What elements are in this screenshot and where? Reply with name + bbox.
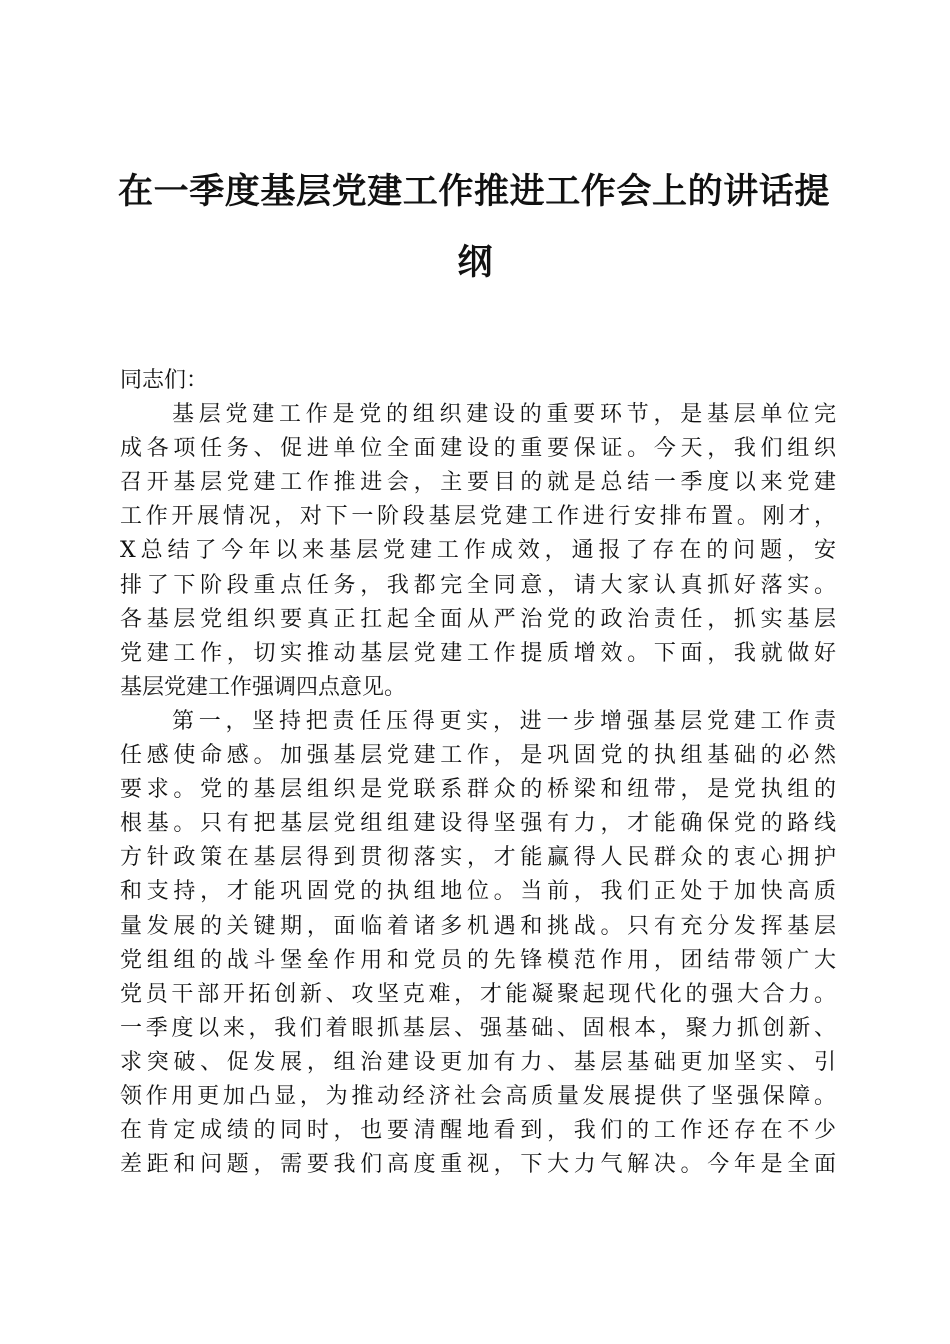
paragraph-2-line-13: 在肯定成绩的同时，也要清醒地看到，我们的工作还存在不少	[120, 1118, 836, 1144]
paragraph-2-line-12: 领作用更加凸显，为推动经济社会高质量发展提供了坚强保障。	[120, 1083, 836, 1109]
paragraph-2-line-4: 根基。只有把基层党组组建设得坚强有力，才能确保党的路线	[120, 811, 836, 837]
document-title-line-2: 纲	[457, 242, 493, 283]
paragraph-1-line-1: 基层党建工作是党的组织建设的重要环节，是基层单位完	[172, 402, 836, 428]
paragraph-1-line-4: 工作开展情况，对下一阶段基层党建工作进行安排布置。刚才，	[120, 504, 836, 530]
paragraph-1-line-5: X总结了今年以来基层党建工作成效，通报了存在的问题，安	[120, 538, 836, 564]
paragraph-2-line-7: 量发展的关键期，面临着诸多机遇和挑战。只有充分发挥基层	[120, 913, 836, 939]
paragraph-1-line-7: 各基层党组织要真正扛起全面从严治党的政治责任，抓实基层	[120, 606, 836, 632]
paragraph-2-line-8: 党组组的战斗堡垒作用和党员的先锋模范作用，团结带领广大	[120, 947, 836, 973]
paragraph-1-line-3: 召开基层党建工作推进会，主要目的就是总结一季度以来党建	[120, 470, 836, 496]
paragraph-2-line-9: 党员干部开拓创新、攻坚克难，才能凝聚起现代化的强大合力。	[120, 981, 836, 1007]
paragraph-2-line-1: 第一，坚持把责任压得更实，进一步增强基层党建工作责	[172, 708, 836, 734]
document-body	[120, 364, 836, 1182]
paragraph-1-line-8: 党建工作，切实推动基层党建工作提质增效。下面，我就做好	[120, 640, 836, 666]
paragraph-1-line-6: 排了下阶段重点任务，我都完全同意，请大家认真抓好落实。	[120, 572, 836, 598]
paragraph-2-line-10: 一季度以来，我们着眼抓基层、强基础、固根本，聚力抓创新、	[120, 1015, 836, 1041]
paragraph-2-line-14: 差距和问题，需要我们高度重视，下大力气解决。今年是全面	[120, 1152, 836, 1178]
paragraph-2-line-6: 和支持，才能巩固党的执组地位。当前，我们正处于加快高质	[120, 879, 836, 905]
paragraph-2-line-2: 任感使命感。加强基层党建工作，是巩固党的执组基础的必然	[120, 743, 836, 769]
document-title-line-1: 在一季度基层党建工作推进工作会上的讲话提	[118, 171, 831, 212]
paragraph-2-line-3: 要求。党的基层组织是党联系群众的桥梁和纽带，是党执组的	[120, 777, 836, 803]
paragraph-1-line-9: 基层党建工作强调四点意见。	[120, 674, 407, 700]
paragraph-2-line-11: 求突破、促发展，组治建设更加有力、基层基础更加坚实、引	[120, 1049, 836, 1075]
salutation: 同志们：	[120, 368, 209, 393]
paragraph-1-line-2: 成各项任务、促进单位全面建设的重要保证。今天，我们组织	[120, 436, 836, 462]
paragraph-2-line-5: 方针政策在基层得到贯彻落实，才能赢得人民群众的衷心拥护	[120, 845, 836, 871]
